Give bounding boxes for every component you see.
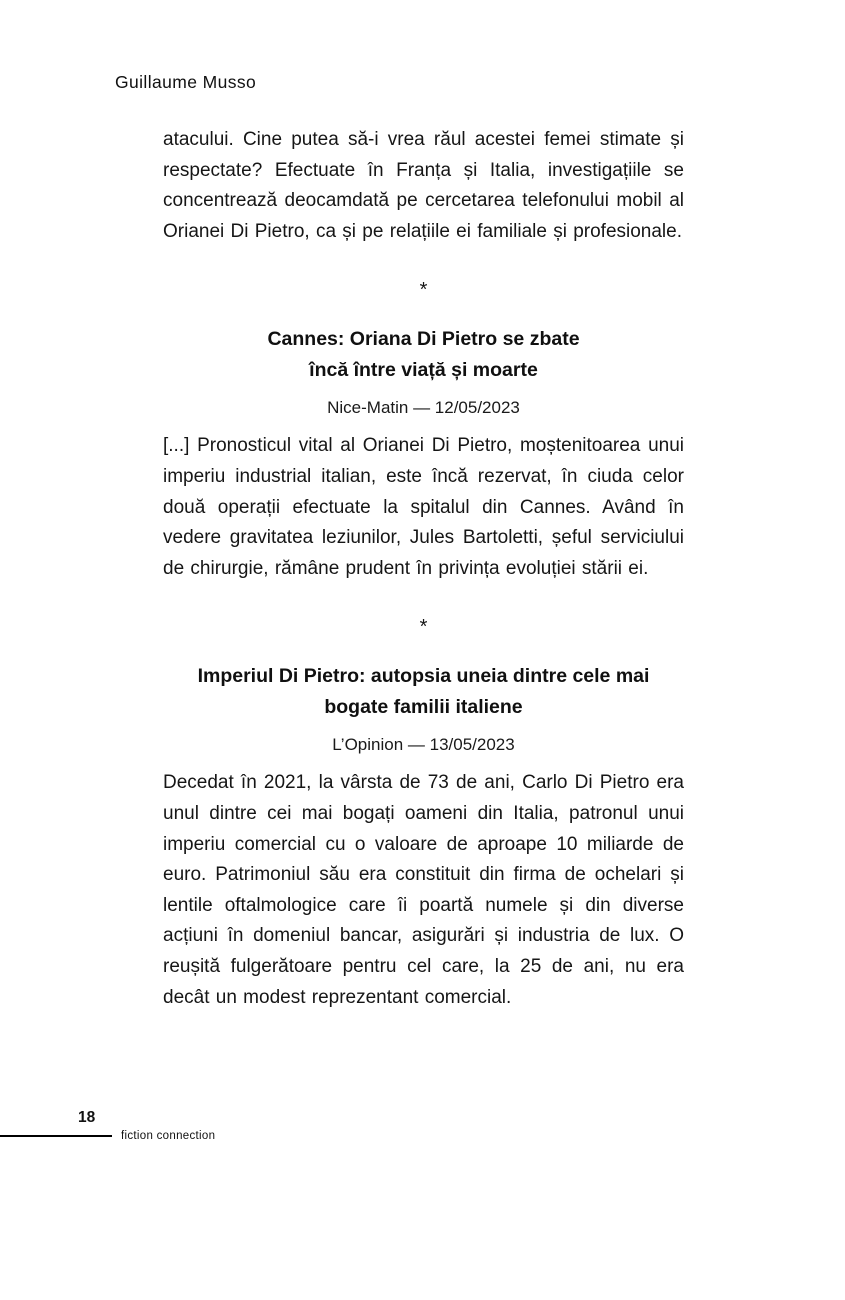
running-header: Guillaume Musso xyxy=(115,72,257,92)
article1-body: [...] Pronosticul vital al Orianei Di Pietro, moștenitoarea unui imperiu industrial italian, este încă rezervat, în ciuda celor două operații efectuate la spitalul din Cannes. Având în vedere gravitatea leziunilor, Jules Bartoletti, șeful serviciului de chirurgie, rămâne prudent în privința evoluției stării ei. xyxy=(163,435,684,579)
asterisk-separator-1: * xyxy=(419,279,428,302)
publisher-imprint: fiction connection xyxy=(121,1130,216,1142)
article1-byline: Nice-Matin — 12/05/2023 xyxy=(327,398,520,418)
asterisk-separator-2: * xyxy=(419,616,428,639)
paragraph-continuation: atacului. Cine putea să-i vrea răul acestei femei stimate și respectate? Efectuate în Franța și Italia, investigațiile se concentrează deocamdată pe cercetarea telefonului mobil al Orianei Di Pietro, ca și pe relațiile ei familiale și profesionale. xyxy=(163,129,684,242)
article1-title xyxy=(163,324,684,386)
article2-title xyxy=(163,661,684,723)
footer-rule xyxy=(0,1135,112,1137)
article1-title-line1: Cannes: Oriana Di Pietro se zbate xyxy=(267,328,580,351)
article2-title-line1: Imperiul Di Pietro: autopsia uneia dintre cele mai xyxy=(197,665,650,688)
article2-body: Decedat în 2021, la vârsta de 73 de ani, Carlo Di Pietro era unul dintre cei mai bogați oameni din Italia, patronul unui imperiu comercial cu o valoare de aproape 10 miliarde de euro. Patrimoniul său era constituit din firma de ochelari și lentile oftalmologice care îi poartă numele și din diverse acțiuni în domeniul bancar, asigurări și industria de lux. O reușită fulgerătoare pentru cel care, la 25 de ani, nu era decât un modest reprezentant comercial. xyxy=(163,772,684,1008)
article2-byline: L’Opinion — 13/05/2023 xyxy=(332,735,515,755)
article1-title-line2: încă între viață și moarte xyxy=(309,359,538,382)
page-footer xyxy=(0,1105,845,1155)
page-content xyxy=(163,125,684,1013)
page-number: 18 xyxy=(78,1109,96,1126)
article2-title-line2: bogate familii italiene xyxy=(324,696,523,719)
